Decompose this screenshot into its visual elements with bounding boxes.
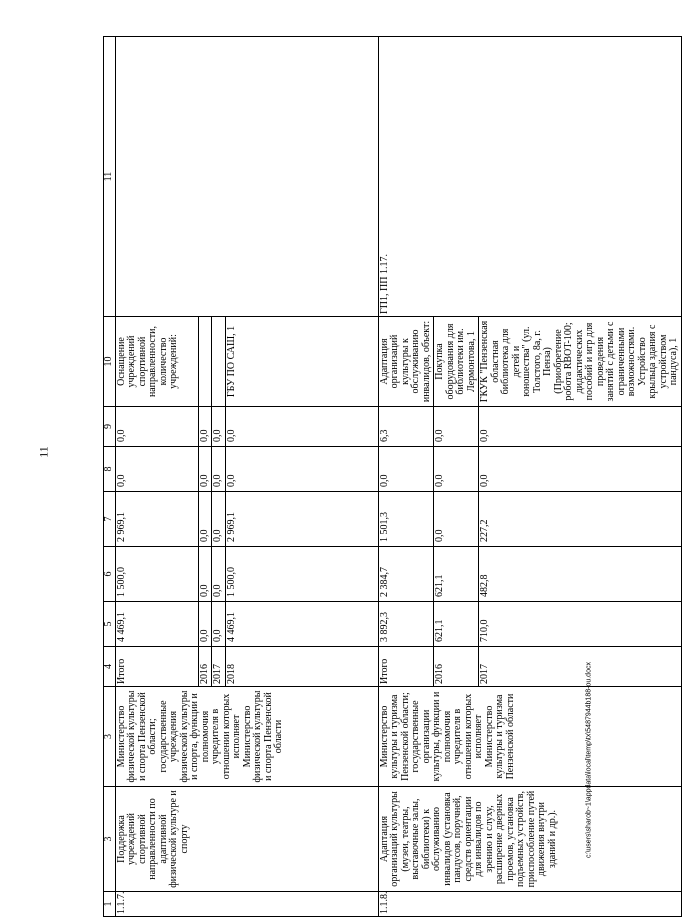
value-cell: 0,0 — [434, 407, 479, 447]
executor: Министерство культуры и туризма Пензенской области; государственные организации культуры, функции и полномочия учредителя в отношении которых исполняет Министерство культуры и туризма Пензенской области — [378, 687, 681, 787]
value-cell: 0,0 — [198, 407, 212, 447]
indicator-cell: Покупка оборудования для библиотеки им. Лермонтова, 1 — [434, 317, 479, 407]
row-number: 1.1.8. — [378, 892, 681, 917]
file-path-footer: c:\users\sharob~1\appdata\local\temp\tx\5487944b188-ou.docx — [585, 662, 593, 858]
measure-name: Адаптация организаций культуры (музеи, театры, выставочные залы, библиотеки) к обслуживанию инвалидов (установка пандусов, поручней, средств ориентации для инвалидов по зрению и слуху, расширение дверных проемов, установка подъемных устройств, приспособление путей движения внутри зданий и др.). — [378, 787, 681, 892]
value-cell: 2 969,1 — [115, 492, 198, 547]
header-cell: 10 — [104, 317, 116, 407]
value-cell: 0,0 — [198, 602, 212, 647]
header-cell: 1 — [104, 892, 116, 917]
value-cell: 0,0 — [434, 492, 479, 547]
header-cell: 8 — [104, 447, 116, 492]
value-cell: 6,3 — [378, 407, 434, 447]
year-cell: 2018 — [225, 647, 378, 687]
indicator-cell: Адаптация организаций культуры к обслуживанию инвалидов, объект: — [378, 317, 434, 407]
col11-cell — [115, 37, 378, 317]
value-cell: 2 969,1 — [225, 492, 378, 547]
value-cell: 0,0 — [212, 407, 226, 447]
value-cell: 0,0 — [212, 602, 226, 647]
value-cell: 1 500,0 — [225, 547, 378, 602]
year-cell: Итого — [378, 647, 434, 687]
value-cell: 0,0 — [198, 492, 212, 547]
header-cell: 7 — [104, 492, 116, 547]
indicator-cell: ГБУ ПО САШ, 1 — [225, 317, 378, 407]
header-cell: 6 — [104, 547, 116, 602]
value-cell: 0,0 — [198, 547, 212, 602]
year-cell: 2017 — [212, 647, 226, 687]
measure-name: Поддержка учреждений спортивной направленности по адаптивной физической культуре и спорту — [115, 787, 378, 892]
value-cell: 3 892,3 — [378, 602, 434, 647]
value-cell: 0,0 — [212, 447, 226, 492]
header-cell: 11 — [104, 37, 116, 317]
col11-cell: ГП1, ПП 1.17. — [378, 37, 681, 317]
year-cell: 2016 — [198, 647, 212, 687]
value-cell: 621,1 — [434, 602, 479, 647]
value-cell: 0,0 — [198, 447, 212, 492]
value-cell: 0,0 — [225, 407, 378, 447]
value-cell: 1 500,0 — [115, 547, 198, 602]
header-cell: 9 — [104, 407, 116, 447]
value-cell: 2 384,7 — [378, 547, 434, 602]
value-cell: 227,2 — [479, 492, 682, 547]
value-cell: 0,0 — [115, 447, 198, 492]
indicator-cell — [212, 317, 226, 407]
rotated-table-sheet — [103, 37, 679, 917]
indicator-cell: ГКУК "Пензенская областная библиотека для детей и юношества" (ул. Толстого, 8а, г. Пенза) (Приобретение робота RBOT-100; дидактических пособий и игр для проведения занятий с детьми с ограниченными возможностями. Устройство крыльца здания с устройством пандуса), 1 — [479, 317, 682, 407]
value-cell: 0,0 — [212, 547, 226, 602]
row-number: 1.1.7. — [115, 892, 378, 917]
executor: Министерство физической культуры и спорта Пензенской области; государственные учреждения физической культуры и спорта, функции и полномочия учредителя в отношении которых исполняет Министерство физической культуры и спорта Пензенской области — [115, 687, 378, 787]
table-row — [378, 37, 434, 917]
value-cell: 1 501,3 — [378, 492, 434, 547]
value-cell: 482,8 — [479, 547, 682, 602]
program-measures-table — [103, 36, 682, 917]
header-cell: 3 — [104, 687, 116, 787]
year-cell: Итого — [115, 647, 198, 687]
year-cell: 2017 — [479, 647, 682, 687]
value-cell: 0,0 — [225, 447, 378, 492]
value-cell: 4 469,1 — [225, 602, 378, 647]
table-row — [115, 37, 198, 917]
header-cell: 5 — [104, 602, 116, 647]
indicator-cell: Оснащение учреждений спортивной направленности, количество учреждений: — [115, 317, 198, 407]
page-number: 11 — [36, 446, 51, 458]
value-cell: 0,0 — [378, 447, 434, 492]
year-cell: 2016 — [434, 647, 479, 687]
value-cell: 4 469,1 — [115, 602, 198, 647]
value-cell: 0,0 — [115, 407, 198, 447]
value-cell: 0,0 — [212, 492, 226, 547]
value-cell: 0,0 — [434, 447, 479, 492]
value-cell: 621,1 — [434, 547, 479, 602]
header-cell: 4 — [104, 647, 116, 687]
header-row — [104, 37, 116, 917]
value-cell: 0,0 — [479, 407, 682, 447]
value-cell: 0,0 — [479, 447, 682, 492]
indicator-cell — [198, 317, 212, 407]
value-cell: 710,0 — [479, 602, 682, 647]
header-cell: 3 — [104, 787, 116, 892]
